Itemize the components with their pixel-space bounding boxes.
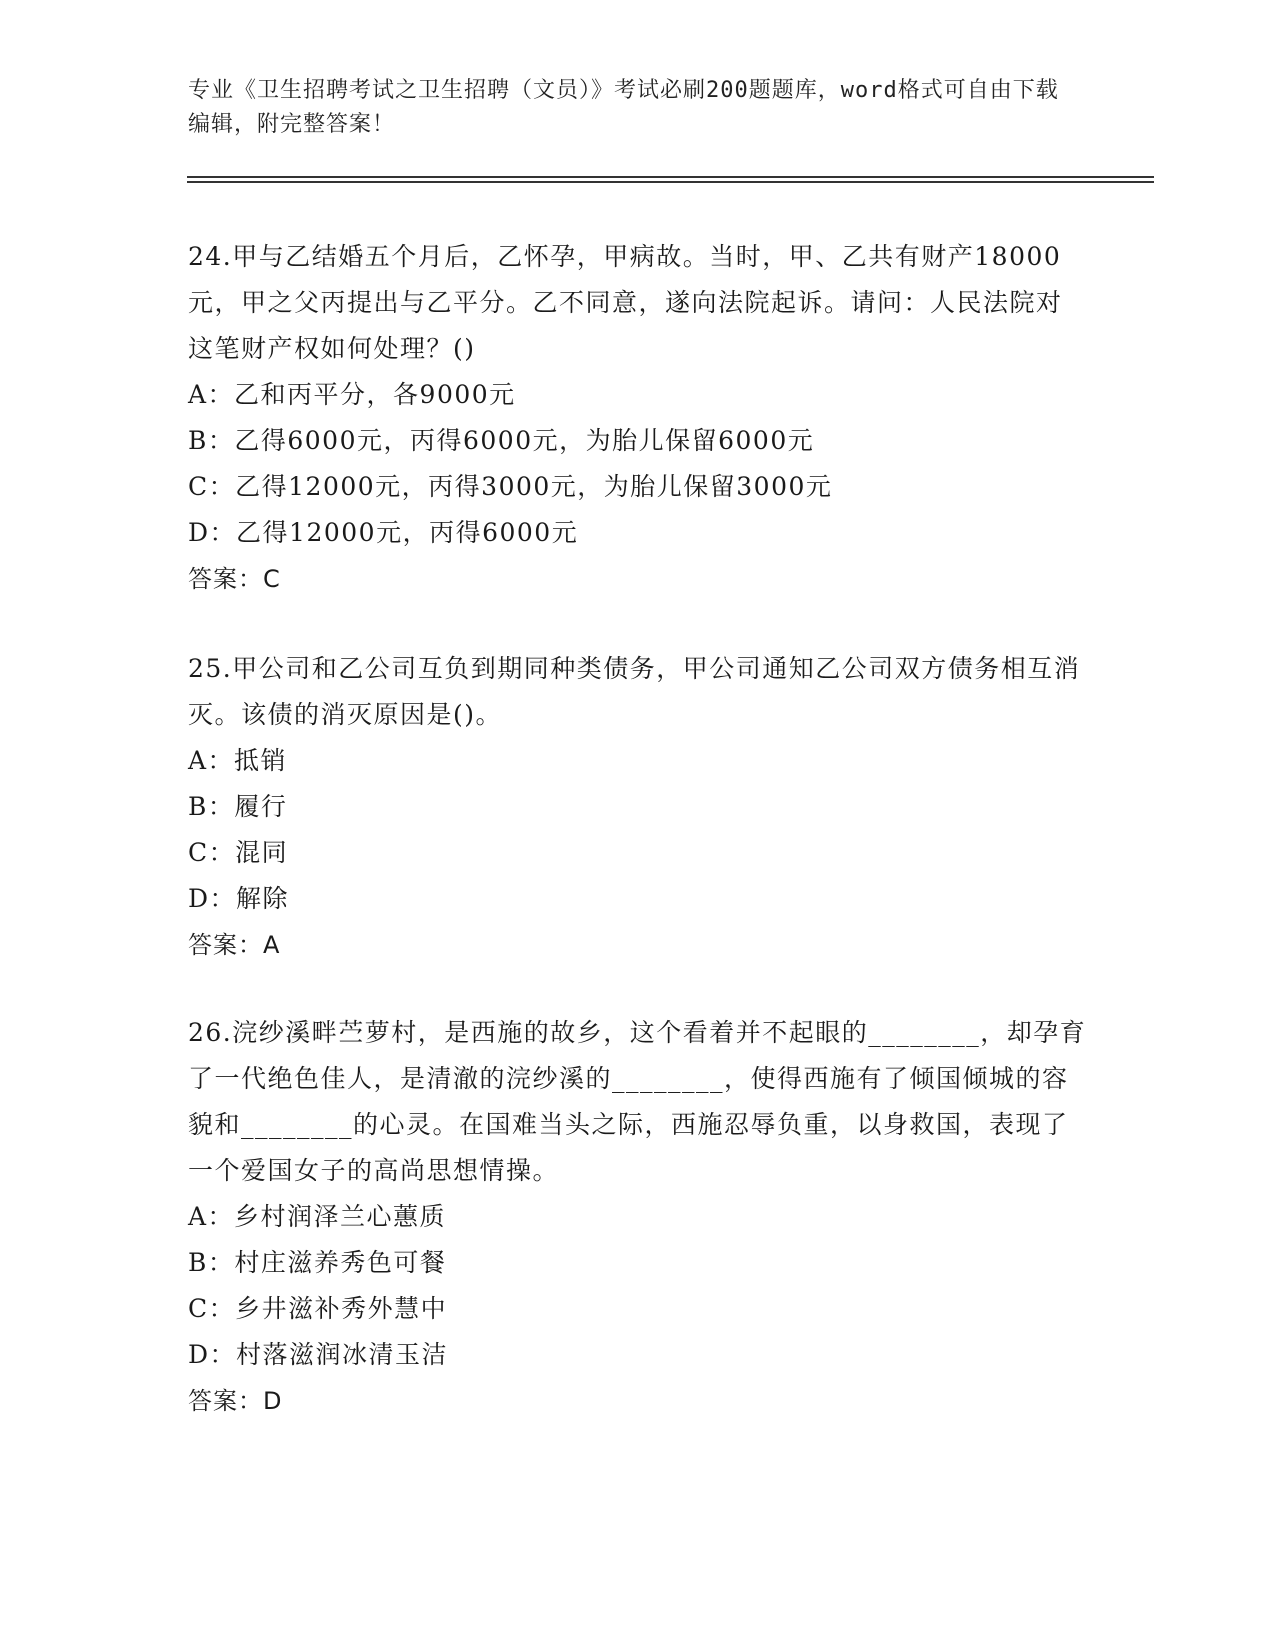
question-26	[188, 1010, 1088, 1424]
question-stem: 25.甲公司和乙公司互负到期同种类债务，甲公司通知乙公司双方债务相互消灭。该债的消灭原因是()。	[188, 654, 1081, 729]
header-divider-bottom	[187, 181, 1154, 183]
answer-label: 答案：A	[188, 931, 281, 959]
question-25	[188, 646, 1088, 968]
option-d: D：乙得12000元，丙得6000元	[188, 518, 579, 547]
question-stem: 24.甲与乙结婚五个月后，乙怀孕，甲病故。当时，甲、乙共有财产18000元，甲之父丙提出与乙平分。乙不同意，遂向法院起诉。请问：人民法院对这笔财产权如何处理？()	[188, 242, 1063, 363]
question-24	[188, 234, 1088, 602]
answer-label: 答案：C	[188, 565, 281, 593]
option-c: C：乙得12000元，丙得3000元，为胎儿保留3000元	[188, 472, 833, 501]
option-b: B：村庄滋养秀色可餐	[188, 1248, 447, 1277]
option-a: A：乙和丙平分，各9000元	[188, 380, 516, 409]
option-c: C：乡井滋补秀外慧中	[188, 1294, 448, 1323]
option-a: A：抵销	[188, 746, 288, 775]
question-stem: 26.浣纱溪畔苎萝村，是西施的故乡，这个看着并不起眼的________，却孕育了一代绝色佳人，是清澈的浣纱溪的________，使得西施有了倾国倾城的容貌和________的心灵。在国难当头之际，西施忍辱负重，以身救国，表现了一个爱国女子的高尚思想情操。	[188, 1018, 1087, 1185]
option-c: C：混同	[188, 838, 289, 867]
header-divider-top	[187, 176, 1154, 178]
option-b: B：乙得6000元，丙得6000元，为胎儿保留6000元	[188, 426, 815, 455]
option-a: A：乡村润泽兰心蕙质	[188, 1202, 447, 1231]
option-d: D：解除	[188, 884, 290, 913]
document-header: 专业《卫生招聘考试之卫生招聘（文员）》考试必刷200题题库，word格式可自由下载编辑，附完整答案！	[188, 78, 1059, 137]
answer-label: 答案：D	[188, 1387, 283, 1415]
option-d: D：村落滋润冰清玉洁	[188, 1340, 449, 1369]
option-b: B：履行	[188, 792, 288, 821]
